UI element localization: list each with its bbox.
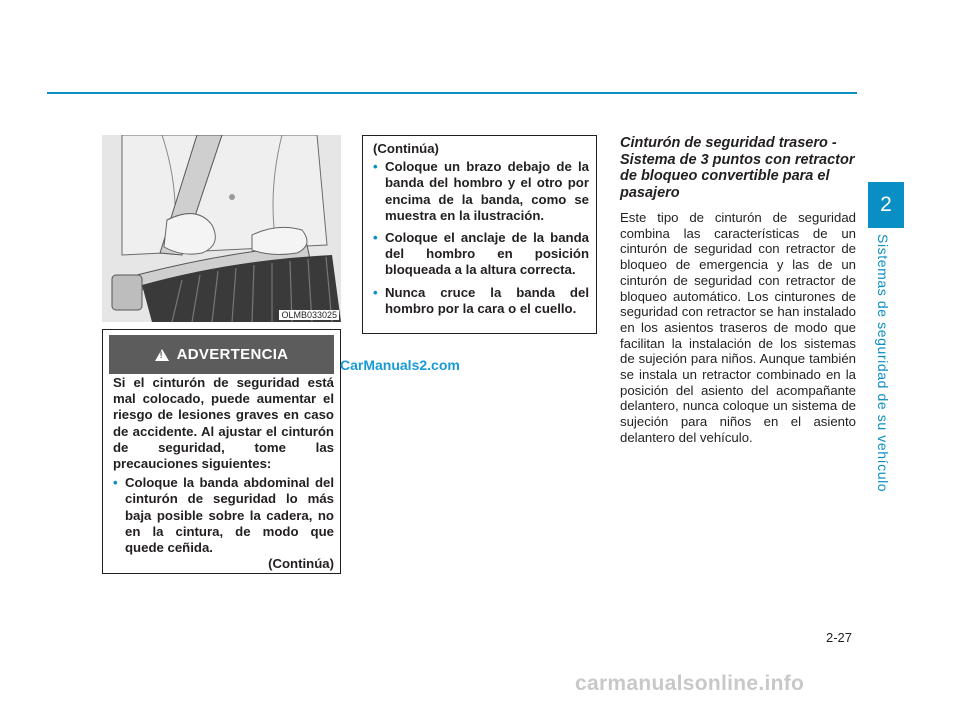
figure-code: OLMB033025 bbox=[281, 310, 337, 320]
continuation-bullet-text: Coloque el anclaje de la banda del hombro en posición bloqueada a la altura correcta. bbox=[385, 230, 589, 278]
watermark-bottom: carmanualsonline.info bbox=[575, 672, 805, 695]
warning-bullet-text: Coloque la banda abdominal del cinturón de seguridad lo más baja posible sobre la cadera, no en la cintura, de modo que quede ceñida. bbox=[125, 475, 334, 556]
warning-heading: ADVERTENCIA bbox=[176, 346, 289, 363]
bullet-dot-icon: • bbox=[373, 159, 378, 175]
continuation-bullet bbox=[373, 230, 589, 279]
bullet-dot-icon: • bbox=[373, 230, 378, 246]
chapter-tab bbox=[868, 182, 904, 228]
section-body: Este tipo de cinturón de seguridad combina las características de un cinturón de seguridad con retractor de bloqueo de emergencia y las de un cinturón de seguridad con retractor de bloqueo automático. Los cinturones de seguridad con retractor se han instalado en los asientos traseros de modo que facilitan la instalación de los sistemas de sujeción para niños. Aunque también se instala un retractor combinado en la posición del asiento del acompañante delantero, nunca coloque un sistema de sujeción para niños en el asiento delantero del vehículo. bbox=[620, 210, 856, 445]
warning-triangle-icon bbox=[155, 349, 169, 361]
chapter-title bbox=[870, 234, 898, 493]
bullet-dot-icon: • bbox=[373, 284, 378, 300]
continuation-bullet-text: Nunca cruce la banda del hombro por la cara o el cuello. bbox=[385, 284, 589, 316]
section-heading: Cinturón de seguridad trasero - Sistema de 3 puntos con retractor de bloqueo convertible para el pasajero bbox=[620, 135, 855, 201]
warning-box bbox=[102, 329, 341, 574]
continuation-label: (Continúa) bbox=[373, 141, 439, 156]
page-number: 2-27 bbox=[826, 630, 853, 645]
continuation-bullet bbox=[373, 159, 589, 224]
seatbelt-drawing bbox=[102, 135, 341, 322]
seatbelt-illustration bbox=[102, 135, 341, 322]
section-column bbox=[620, 135, 856, 446]
chapter-number: 2 bbox=[880, 193, 892, 216]
warning-bullet bbox=[113, 475, 334, 556]
continuation-bullet-text: Coloque un brazo debajo de la banda del hombro y el otro por encima de la banda, como se muestra en la ilustración. bbox=[385, 159, 589, 223]
warning-intro: Si el cinturón de seguridad está mal colocado, puede aumentar el riesgo de lesiones graves en caso de accidente. Al ajustar el cinturón de seguridad, tome las precauciones siguientes: bbox=[113, 375, 334, 472]
header-rule bbox=[47, 92, 857, 94]
watermark-top: CarManuals2.com bbox=[340, 357, 460, 373]
warning-continued: (Continúa) bbox=[268, 556, 334, 572]
warning-header bbox=[109, 335, 334, 374]
bullet-dot-icon: • bbox=[113, 475, 118, 491]
chapter-title-text: Sistemas de seguridad de su vehículo bbox=[875, 234, 891, 493]
continuation-bullet bbox=[373, 285, 589, 317]
continuation-box bbox=[362, 135, 597, 334]
warning-body bbox=[113, 375, 334, 572]
